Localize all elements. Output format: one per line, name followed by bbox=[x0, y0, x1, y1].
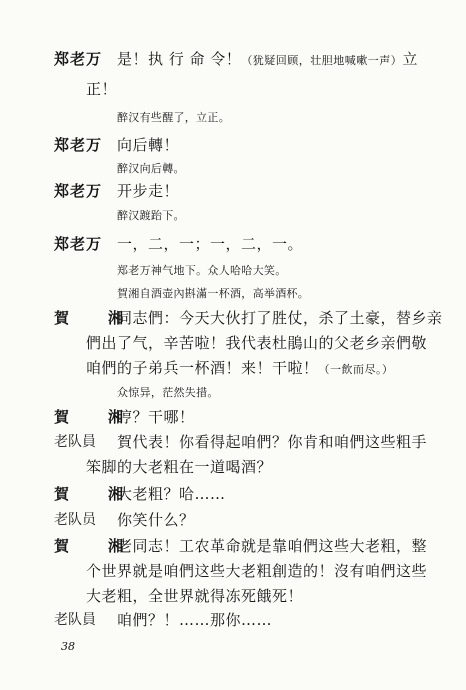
dialogue-line: 大老粗？哈…… bbox=[117, 485, 226, 503]
speaker-he-xiang: 賀 湘 bbox=[54, 408, 136, 426]
stage-direction: 賀湘自酒壶內斟滿一杯酒，高举酒杯。 bbox=[117, 287, 310, 300]
dialogue-line: 一，二，一；一，二，一。 bbox=[117, 235, 304, 253]
speaker-zheng-laowan: 郑老万 bbox=[54, 50, 103, 68]
dialogue-line: 哼？干哪！ bbox=[117, 408, 195, 426]
stage-direction: 醉汉向后轉。 bbox=[117, 162, 185, 175]
speaker-he-xiang: 賀 湘 bbox=[54, 309, 136, 327]
stage-direction: 众惊异，茫然失措。 bbox=[117, 386, 219, 399]
dialogue-line: 咱們？！……那你…… bbox=[117, 611, 273, 629]
dialogue-line: 向后轉！ bbox=[117, 136, 180, 154]
stage-direction: 郑老万神气地下。众人哈哈大笑。 bbox=[117, 264, 287, 277]
dialogue-continuation: 个世界就是咱們这些大老粗創造的！沒有咱們这些 bbox=[86, 562, 428, 580]
dialogue-continuation: 們出了气，辛苦啦！我代表杜鵑山的父老乡亲們敬 bbox=[86, 334, 428, 352]
stage-aside: （一飲而尽。） bbox=[318, 363, 394, 376]
dialogue-text: 咱們的子弟兵一杯酒！来！干啦！ bbox=[86, 359, 319, 377]
dialogue-line: 你笑什么？ bbox=[117, 511, 195, 529]
speaker-zheng-laowan: 郑老万 bbox=[54, 136, 103, 154]
speaker-zheng-laowan: 郑老万 bbox=[54, 182, 103, 200]
dialogue-tail: 立 bbox=[402, 50, 418, 68]
dialogue-line: 老同志！工农革命就是靠咱們这些大老粗，整 bbox=[117, 537, 428, 555]
dialogue-continuation: 笨脚的大老粗在一道喝酒？ bbox=[86, 458, 273, 476]
dialogue-line: 賀代表！你看得起咱們？你肯和咱們这些粗手 bbox=[117, 433, 428, 451]
dialogue-text: 是！执 行 命 令！ bbox=[117, 50, 242, 68]
speaker-he-xiang: 賀 湘 bbox=[54, 485, 136, 503]
speaker-zheng-laowan: 郑老万 bbox=[54, 235, 103, 253]
dialogue-continuation bbox=[86, 357, 394, 378]
speaker-lao-duiyuan: 老队員 bbox=[54, 434, 96, 450]
page-number: 38 bbox=[61, 640, 75, 653]
dialogue-line: 开步走！ bbox=[117, 182, 180, 200]
stage-direction: 醉汉有些醒了，立正。 bbox=[117, 111, 230, 124]
speaker-lao-duiyuan: 老队員 bbox=[54, 612, 96, 628]
stage-direction: 醉汉踱跆下。 bbox=[117, 209, 185, 222]
speaker-he-xiang: 賀 湘 bbox=[54, 537, 136, 555]
speaker-lao-duiyuan: 老队员 bbox=[54, 512, 96, 528]
dialogue-continuation: 正！ bbox=[86, 80, 118, 98]
dialogue-line bbox=[117, 48, 418, 69]
dialogue-line: 同志們：今天大伙打了胜仗，杀了土豪，替乡亲 bbox=[117, 309, 443, 327]
stage-aside: （犹疑回顾，壮胆地喊嗽一声） bbox=[241, 54, 403, 67]
dialogue-continuation: 大老粗，全世界就得冻死餓死！ bbox=[86, 587, 304, 605]
